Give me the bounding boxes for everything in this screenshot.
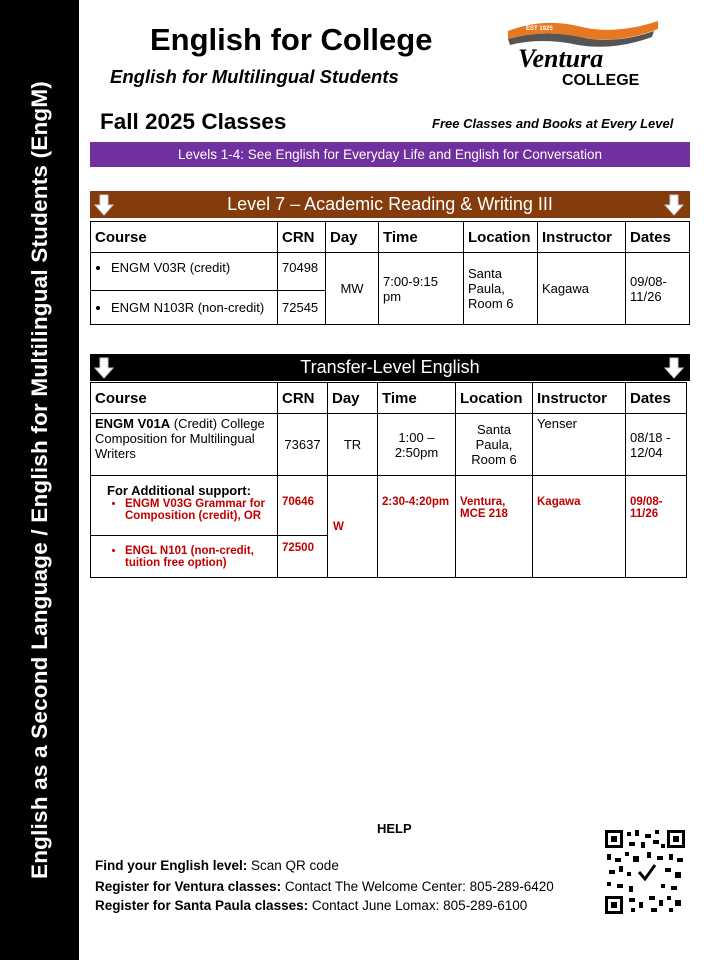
dates: 09/08-11/26 <box>626 253 690 325</box>
col-crn: CRN <box>278 222 326 253</box>
location: Santa Paula, Room 6 <box>464 253 538 325</box>
dates: 09/08-11/26 <box>626 476 687 578</box>
support-course: • ENGL N101 (non-credit, tuition free option) <box>125 545 273 569</box>
help-value: Contact The Welcome Center: 805-289-6420 <box>281 879 554 894</box>
col-time: Time <box>379 222 464 253</box>
course-name: • ENGM N103R (non-credit) <box>111 300 273 315</box>
col-course: Course <box>91 383 278 414</box>
location: Ventura, MCE 218 <box>456 476 533 578</box>
col-day: Day <box>328 383 378 414</box>
transfer-banner-text: Transfer-Level English <box>300 357 480 377</box>
down-arrow-icon <box>664 357 684 379</box>
col-instructor: Instructor <box>538 222 626 253</box>
col-location: Location <box>464 222 538 253</box>
day: W <box>328 476 378 578</box>
instructor: Kagawa <box>533 476 626 578</box>
table-header-row <box>91 222 690 253</box>
crn: 72500 <box>278 536 328 578</box>
help-label: Find your English level: <box>95 858 248 873</box>
help-line-level <box>95 858 339 873</box>
help-line-ventura <box>95 879 554 894</box>
help-line-santa-paula <box>95 898 527 913</box>
logo-name-text: Ventura <box>518 44 604 73</box>
table-row <box>91 414 687 476</box>
dates: 08/18 - 12/04 <box>626 414 687 476</box>
transfer-banner <box>90 354 690 381</box>
help-heading: HELP <box>377 821 412 836</box>
crn: 72545 <box>278 291 326 325</box>
levels-note-bar: Levels 1-4: See English for Everyday Life and English for Conversation <box>90 142 690 167</box>
sidebar-title: English as a Second Language / English for Multilingual Students (EngM) <box>27 81 52 879</box>
free-note: Free Classes and Books at Every Level <box>432 116 674 131</box>
time: 1:00 – 2:50pm <box>378 414 456 476</box>
instructor: Yenser <box>533 414 626 476</box>
table-row <box>91 253 690 291</box>
course-desc: (Credit) College Composition for Multilingual Writers <box>95 416 265 461</box>
ventura-college-logo <box>504 17 662 93</box>
transfer-table <box>90 382 687 578</box>
down-arrow-icon <box>94 194 114 216</box>
instructor: Kagawa <box>538 253 626 325</box>
col-instructor: Instructor <box>533 383 626 414</box>
table-header-row <box>91 383 687 414</box>
page-title: English for College <box>150 22 433 57</box>
down-arrow-icon <box>664 194 684 216</box>
level7-table <box>90 221 690 325</box>
season-heading: Fall 2025 Classes <box>100 109 287 134</box>
level7-banner-text: Level 7 – Academic Reading & Writing III <box>227 194 553 214</box>
logo-est-text: EST 1925 <box>526 26 553 32</box>
course-name: • ENGM V03R (credit) <box>111 260 273 275</box>
col-crn: CRN <box>278 383 328 414</box>
col-dates: Dates <box>626 383 687 414</box>
sidebar <box>0 0 79 960</box>
table-row <box>91 476 687 536</box>
logo-college-text: COLLEGE <box>562 72 640 89</box>
course-name <box>91 414 278 476</box>
crn: 70646 <box>278 476 328 536</box>
location: Santa Paula, Room 6 <box>456 414 533 476</box>
course-code: ENGM V01A <box>95 416 171 431</box>
day: MW <box>326 253 379 325</box>
col-day: Day <box>326 222 379 253</box>
col-location: Location <box>456 383 533 414</box>
col-course: Course <box>91 222 278 253</box>
support-course: • ENGM V03G Grammar for Composition (credit), OR <box>125 498 273 522</box>
col-time: Time <box>378 383 456 414</box>
help-value: Scan QR code <box>247 858 339 873</box>
support-heading: For Additional support: <box>107 483 251 498</box>
help-label: Register for Ventura classes: <box>95 879 282 894</box>
crn: 73637 <box>278 414 328 476</box>
level7-banner <box>90 191 690 218</box>
page-subtitle: English for Multilingual Students <box>110 66 399 87</box>
down-arrow-icon <box>94 357 114 379</box>
qr-code-icon[interactable] <box>605 830 685 914</box>
help-value: Contact June Lomax: 805-289-6100 <box>308 898 528 913</box>
col-dates: Dates <box>626 222 690 253</box>
time: 7:00-9:15 pm <box>379 253 464 325</box>
help-label: Register for Santa Paula classes: <box>95 898 309 913</box>
day: TR <box>328 414 378 476</box>
time: 2:30-4:20pm <box>378 476 456 578</box>
crn: 70498 <box>278 253 326 291</box>
